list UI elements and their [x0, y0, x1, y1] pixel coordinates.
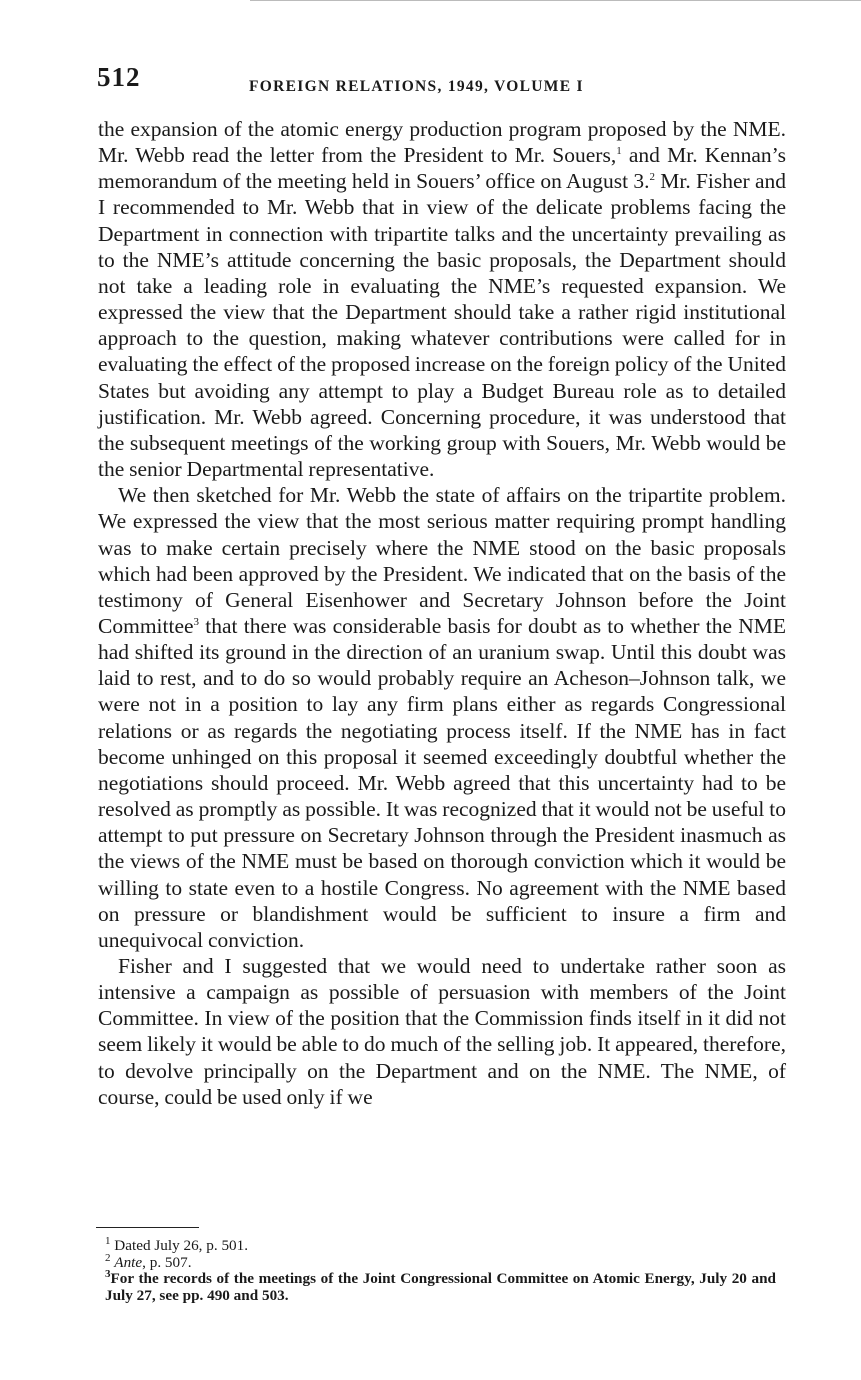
paragraph-1	[98, 116, 786, 482]
paragraph-2-text-a: We then sketched for Mr. Webb the state of affairs on the tripartite problem. We expressed the view that the most serious matter requiring prompt handling was to make certain precisely where the NME stood on the basic proposals which had been approved by the President. We indicated that on the basis of the testimony of General Eisenhower and Secretary Johnson before the Joint Committee	[98, 483, 786, 638]
footnote-3-text: For the records of the meetings of the Joint Congressional Committee on Atomic Energy, July 20 and July 27, see pp. 490 and 503.	[105, 1270, 776, 1304]
paragraph-1-text-b: and Mr. Kennan’s memorandum of the meeting held in Souers’ office on August 3.	[98, 143, 786, 194]
paragraph-1-text-c: Mr. Fisher and I recommended to Mr. Webb that in view of the delicate problems facing the Department in connection with tripartite talks and the uncertainty prevailing as to the NME’s attitude concerning the basic proposals, the Department should not take a leading role in evaluating the NME’s requested expansion. We expressed the view that the Department should take a rather rigid institutional approach to the question, making whatever contributions were called for in evaluating the effect of the proposed increase on the foreign policy of the United States but avoiding any attempt to play a Budget Bureau role as to detailed justification. Mr. Webb agreed. Concerning procedure, it was understood that the subsequent meetings of the working group with Souers, Mr. Webb would be the senior Departmental representative.	[98, 169, 786, 482]
body-text	[98, 116, 786, 1110]
footnote-1-mark: 1	[105, 1234, 111, 1247]
footnote-2-mark: 2	[105, 1251, 111, 1264]
footnote-3	[92, 1267, 776, 1304]
footnote-rule	[96, 1227, 199, 1228]
footnote-2-italic: Ante	[114, 1253, 143, 1271]
footnotes	[92, 1234, 776, 1304]
footnote-3-mark: 3	[105, 1267, 111, 1280]
footnote-1-text: Dated July 26, p. 501.	[114, 1237, 249, 1254]
footnote-ref-1: 1	[616, 145, 622, 157]
paragraph-1-text-a: the expansion of the atomic energy production program proposed by the NME. Mr. Webb read the letter from the President to Mr. Souers,	[98, 117, 786, 168]
footnote-2	[92, 1251, 776, 1272]
footnote-2-text: , p. 507.	[142, 1253, 192, 1271]
running-head	[97, 62, 787, 102]
footnote-1	[92, 1234, 776, 1255]
running-title: FOREIGN RELATIONS, 1949, VOLUME I	[249, 78, 584, 95]
paragraph-2-text-b: that there was considerable basis for doubt as to whether the NME had shifted its ground in the direction of an uranium swap. Until this doubt was laid to rest, and to do so would probably require an Acheson–Johnson talk, we were not in a position to lay any firm plans either as regards Congressional relations or as regards the negotiating process itself. If the NME has in fact become unhinged on this proposal it seemed exceedingly doubtful whether the negotiations should proceed. Mr. Webb agreed that this uncertainty had to be resolved as promptly as possible. It was recognized that it would not be useful to attempt to put pressure on Secretary Johnson through the President inasmuch as the views of the NME must be based on thorough conviction which it would be willing to state even to a hostile Congress. No agreement with the NME based on pressure or blandishment would be sufficient to insure a firm and unequivocal conviction.	[98, 613, 786, 952]
footnote-ref-3: 3	[193, 615, 200, 628]
paragraph-2	[98, 482, 786, 953]
page-number: 512	[97, 62, 141, 92]
top-rule	[250, 0, 861, 1]
paragraph-3: Fisher and I suggested that we would need to undertake rather soon as intensive a campaign as possible of persuasion with members of the Joint Committee. In view of the position that the Commission finds itself in it did not seem likely it would be able to do much of the selling job. It appeared, therefore, to devolve principally on the Department and on the NME. The NME, of course, could be used only if we	[98, 954, 786, 1109]
footnote-ref-2: 2	[649, 171, 655, 184]
